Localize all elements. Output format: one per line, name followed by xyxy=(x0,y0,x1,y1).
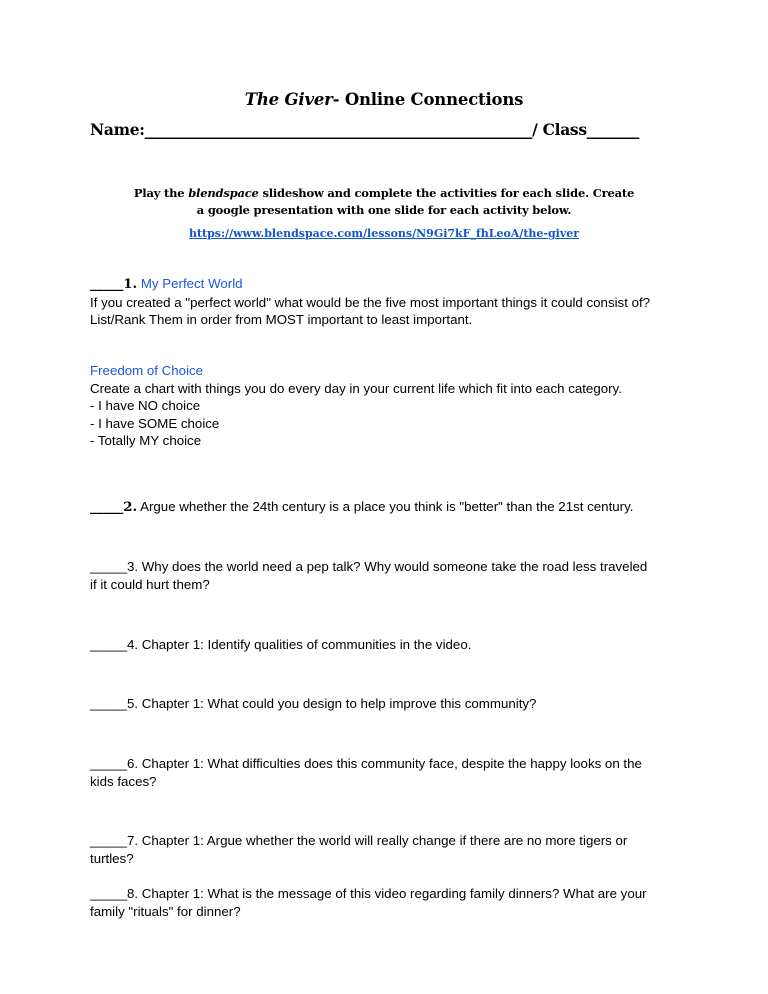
item-8 xyxy=(90,885,690,920)
item-7-line-1: _____7. Chapter 1: Argue whether the world will really change if there are no more tigers or xyxy=(90,833,628,848)
item-4 xyxy=(90,636,690,654)
item-1-line-2: List/Rank Them in order from MOST important to least important. xyxy=(90,312,473,327)
item-6 xyxy=(90,755,690,790)
item-2-text: Argue whether the 24th century is a place you think is "better" than the 21st century. xyxy=(137,499,634,514)
item-5-text: _____5. Chapter 1: What could you design to help improve this community? xyxy=(90,696,537,711)
item-2-number: 2. xyxy=(123,500,138,515)
item-1-line-1: If you created a "perfect world" what would be the five most important things it could consist of? xyxy=(90,294,651,310)
instructions-text-2: slideshow and complete the activities for each slide. Create a google presentation with one slide for each activity below. xyxy=(196,186,635,217)
blendspace-link[interactable]: https://www.blendspace.com/lessons/N9Gi7kF_fhLeoA/the-giver xyxy=(188,227,580,240)
item-8-line-2: family "rituals" for dinner? xyxy=(90,903,241,919)
instructions-app-name: blendspace xyxy=(188,186,259,200)
name-blank[interactable]: ____________________________________________________ xyxy=(144,120,533,139)
item-3-line-2: if it could hurt them? xyxy=(90,576,210,592)
item-4-text: _____4. Chapter 1: Identify qualities of communities in the video. xyxy=(90,637,472,652)
freedom-line-1: Create a chart with things you do every day in your current life which fit into each category. xyxy=(90,380,622,396)
item-3 xyxy=(90,558,690,593)
item-7-line-2: turtles? xyxy=(90,850,134,866)
item-6-line-1: _____6. Chapter 1: What difficulties does this community face, despite the happy looks on the xyxy=(90,756,642,771)
name-class-line xyxy=(90,120,690,139)
item-1-number: 1. xyxy=(123,277,138,292)
item-2-blank[interactable]: _____ xyxy=(90,500,124,515)
item-1 xyxy=(90,275,690,329)
item-3-line-1: _____3. Why does the world need a pep talk? Why would someone take the road less traveled xyxy=(90,559,648,574)
class-label: / Class xyxy=(532,120,587,139)
freedom-of-choice xyxy=(90,362,690,450)
title-suffix: - Online Connections xyxy=(332,90,524,109)
item-1-heading: My Perfect World xyxy=(137,276,243,291)
item-5 xyxy=(90,695,690,713)
item-6-line-2: kids faces? xyxy=(90,773,157,789)
item-1-blank[interactable]: _____ xyxy=(90,277,124,292)
page-title xyxy=(0,90,768,109)
item-2 xyxy=(90,498,690,517)
freedom-bullet: - I have NO choice xyxy=(90,398,201,413)
class-blank[interactable]: _______ xyxy=(586,120,639,139)
instructions xyxy=(130,185,638,219)
instructions-text-1: Play the xyxy=(133,186,189,200)
freedom-heading: Freedom of Choice xyxy=(90,363,204,378)
item-8-line-1: _____8. Chapter 1: What is the message of this video regarding family dinners? What are your xyxy=(90,886,647,901)
title-book-name: The Giver xyxy=(244,90,333,109)
name-label: Name: xyxy=(90,120,145,139)
item-7 xyxy=(90,832,690,867)
freedom-bullet: - Totally MY choice xyxy=(90,433,202,448)
freedom-bullet: - I have SOME choice xyxy=(90,415,220,431)
